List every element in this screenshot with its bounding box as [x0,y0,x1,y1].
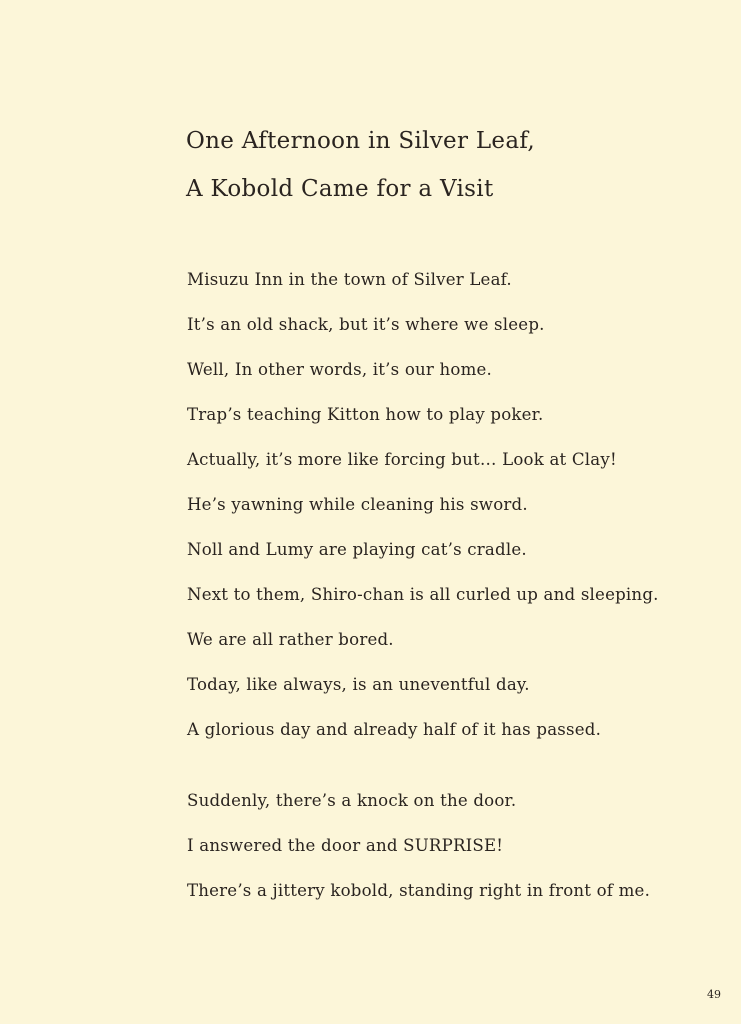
text-line: Today, like always, is an uneventful day. [187,675,530,694]
text-line: We are all rather bored. [187,630,394,649]
text-line: Misuzu Inn in the town of Silver Leaf. [187,270,512,289]
text-line: Trap’s teaching Kitton how to play poker. [187,405,544,424]
text-line: Suddenly, there’s a knock on the door. [187,791,517,810]
text-line: There’s a jittery kobold, standing right in front of me. [187,881,651,900]
text-line: Noll and Lumy are playing cat’s cradle. [187,540,527,559]
text-line: He’s yawning while cleaning his sword. [187,495,528,514]
chapter-title-line-2: A Kobold Came for a Visit [186,176,494,202]
text-line: I answered the door and SURPRISE! [187,836,504,855]
text-line: Well, In other words, it’s our home. [187,360,493,379]
text-line: Actually, it’s more like forcing but… Look at Clay! [187,450,617,469]
text-line: It’s an old shack, but it’s where we sleep. [187,315,545,334]
text-line: A glorious day and already half of it has passed. [187,720,602,739]
text-line: Next to them, Shiro-chan is all curled up and sleeping. [187,585,659,604]
page-number: 49 [707,988,721,1001]
chapter-title-line-1: One Afternoon in Silver Leaf, [186,128,535,154]
